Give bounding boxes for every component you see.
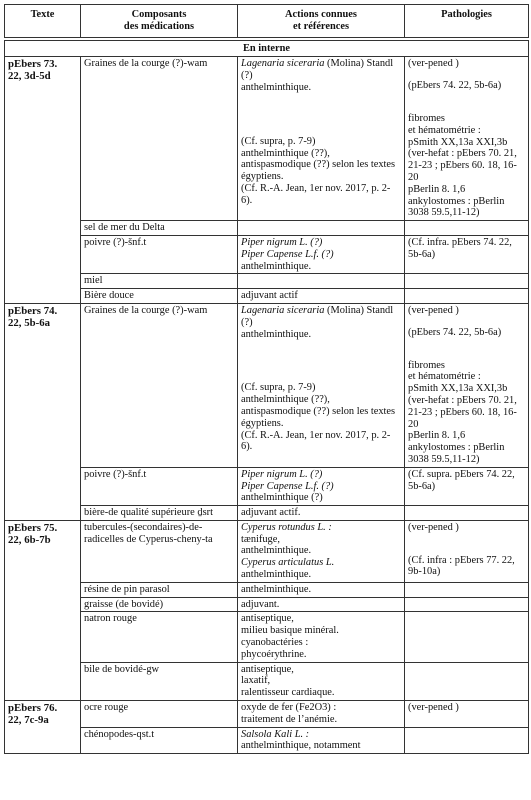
component-cell: Graines de la courge (?)-wam [81,57,238,221]
header-row [5,5,529,38]
texte-cell: pEbers 75. 22, 6b-7b [5,520,81,700]
component-cell: tubercules-(secondaires)-de-radicelles de Cyperus-cheny-ta [81,520,238,582]
action-cell: Piper nigrum L. (?) Piper Capense L.f. (?) anthelminthique (?) [238,467,405,505]
header-actions: Actions connues et références [238,5,405,38]
component-cell: Graines de la courge (?)-wam [81,303,238,467]
table-row [5,727,529,754]
table-row [5,597,529,612]
component-cell: résine de pin parasol [81,582,238,597]
section-row [5,40,529,57]
component-cell: bile de bovidé-gw [81,662,238,700]
component-cell: poivre (?)-šnf.t [81,467,238,505]
component-cell: miel [81,274,238,289]
pathology-cell: (Cf. infra. pEbers 74. 22, 5b-6a) [405,235,529,273]
table-row [5,303,529,467]
pathology-cell: (ver-pened ) (pEbers 74. 22, 5b-6a) fibromes et hématométrie : pSmith XX,13a XXI,3b (ver-hefat : pEbers 70. 21, 21-23 ; pEbers 60. 18, 16-20 pBerlin 8. 1,6 ankylostomes : pBerlin 3038 59.5,11-12) [405,303,529,467]
table-row [5,701,529,728]
texte-cell: pEbers 73. 22, 3d-5d [5,57,81,304]
component-cell: bière-de qualité supérieure ḏsrt [81,506,238,521]
texte-cell: pEbers 74. 22, 5b-6a [5,303,81,520]
action-cell: Cyperus rotundus L. : tænifuge, anthelminthique. Cyperus articulatus L. anthelminthique. [238,520,405,582]
pathology-cell: (ver-pened ) (Cf. infra : pEbers 77. 22, 9b-10a) [405,520,529,582]
section-title: En interne [5,40,529,57]
action-cell: antiseptique, milieu basique minéral. cyanobactéries : phycoérythrine. [238,612,405,662]
action-cell: Lagenaria siceraria (Molina) Standl (?) anthelminthique. (Cf. supra, p. 7-9) anthelminthique (??), antispasmodique (??) selon les textes égyptiens. (Cf. R.-A. Jean, 1er nov. 2017, p. 2-6). [238,57,405,221]
table-row [5,520,529,582]
component-cell: ocre rouge [81,701,238,728]
component-cell: graisse (de bovidé) [81,597,238,612]
table-row [5,221,529,236]
table-row [5,57,529,221]
component-cell: chénopodes-qst.t [81,727,238,754]
action-cell: Lagenaria siceraria (Molina) Standl (?) anthelminthique. (Cf. supra, p. 7-9) anthelminthique (??), antispasmodique (??) selon les textes égyptiens. (Cf. R.-A. Jean, 1er nov. 2017, p. 2-6). [238,303,405,467]
pathology-cell: (Cf. supra. pEbers 74. 22, 5b-6a) [405,467,529,505]
action-cell: antiseptique, laxatif, ralentisseur cardiaque. [238,662,405,700]
table-row [5,235,529,273]
action-cell: anthelminthique. [238,582,405,597]
header-composants: Composants des médications [81,5,238,38]
component-cell: Bière douce [81,289,238,304]
component-cell: natron rouge [81,612,238,662]
texte-cell: pEbers 76. 22, 7c-9a [5,701,81,754]
pathology-cell: (ver-pened ) (pEbers 74. 22, 5b-6a) fibromes et hématométrie : pSmith XX,13a XXI,3b (ver-hefat : pEbers 70. 21, 21-23 ; pEbers 60. 18, 16-20 pBerlin 8. 1,6 ankylostomes : pBerlin 3038 59.5,11-12) [405,57,529,221]
table-row [5,582,529,597]
pathology-cell: (ver-pened ) [405,701,529,728]
table-row [5,662,529,700]
table-row [5,612,529,662]
table-row [5,289,529,304]
action-cell: Salsola Kali L. : anthelminthique, notamment [238,727,405,754]
table-row [5,467,529,505]
table-row [5,506,529,521]
medication-table [4,4,529,754]
component-cell: poivre (?)-šnf.t [81,235,238,273]
action-cell: adjuvant. [238,597,405,612]
table-row [5,274,529,289]
component-cell: sel de mer du Delta [81,221,238,236]
header-texte: Texte [5,5,81,38]
header-pathologies: Pathologies [405,5,529,38]
action-cell: Piper nigrum L. (?) Piper Capense L.f. (?) anthelminthique. [238,235,405,273]
action-cell: adjuvant actif. [238,506,405,521]
action-cell: oxyde de fer (Fe2O3) : traitement de l’anémie. [238,701,405,728]
action-cell: adjuvant actif [238,289,405,304]
